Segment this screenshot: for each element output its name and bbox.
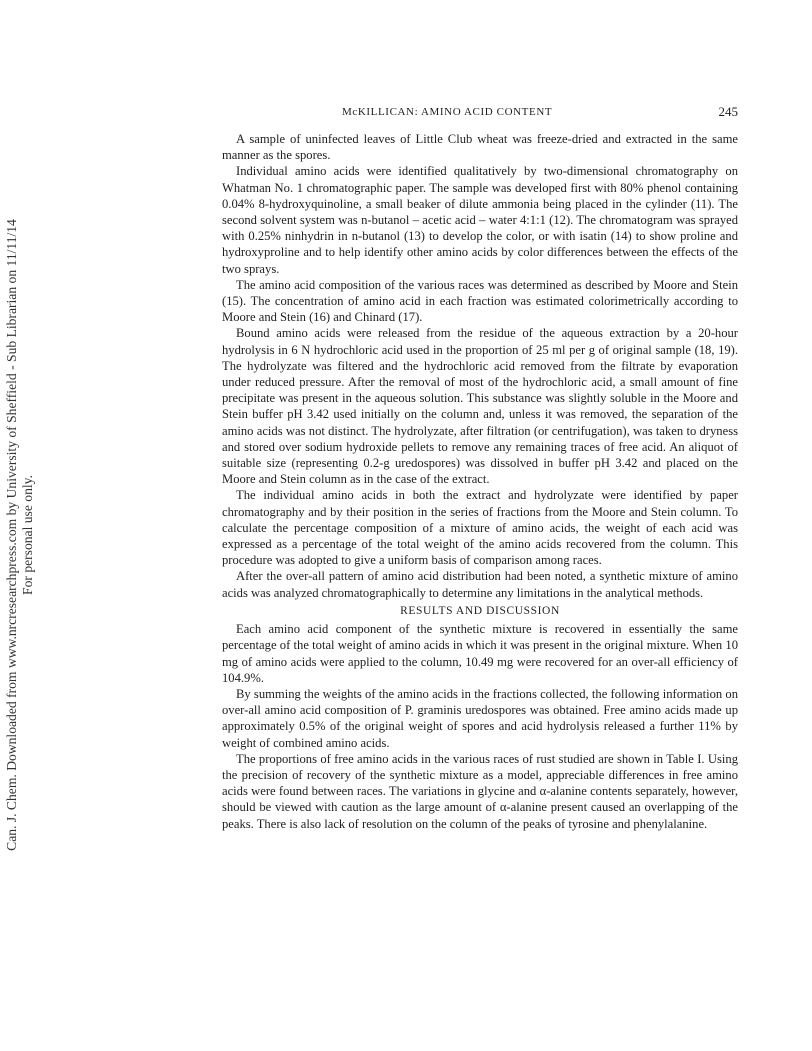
paragraph-hydrolysis: Bound amino acids were released from the residue of the aqueous extraction by a 20-hour hydrolysis in 6 N hydrochloric acid used in the proportion of 25 ml per g of original sample (18, 19). The hydrolyzate was filtered and the hydrochloric acid removed from the filtrate by evaporation under reduced pressure. After the removal of most of the hydrochloric acid, a small amount of fine precipitate was present in the aqueous solution. This substance was slightly soluble in the Moore and Stein buffer pH 3.42 used initially on the column and, unless it was removed, the separation of the amino acids was not distinct. The hydrolyzate, after filtration (or centrifugation), was taken to dryness and stored over sodium hydroxide pellets to remove any remaining traces of free acid. An aliquot of suitable size (representing 0.2-g uredospores) was dissolved in buffer pH 3.42 and placed on the Moore and Stein column as in the case of the extract. bbox=[222, 326, 738, 487]
paragraph-free-amino-acids: The proportions of free amino acids in the various races of rust studied are shown in Table I. Using the precision of recovery of the synthetic mixture as a model, appreciable differences in free amino acids were found between races. The variations in glycine and α-alanine contents separately, however, should be viewed with caution as the large amount of α-alanine present caused an overlapping of the peaks. There is also lack of resolution on the column of the peaks of tyrosine and phenylalanine. bbox=[222, 751, 738, 831]
running-header bbox=[222, 104, 738, 122]
section-heading: RESULTS AND DISCUSSION bbox=[400, 604, 560, 617]
download-watermark bbox=[4, 170, 40, 900]
watermark-line-use: For personal use only. bbox=[20, 475, 35, 595]
watermark-line-source: Can. J. Chem. Downloaded from www.nrcresearchpress.com by University of Sheffield - Sub Librarian on 11/11/14 bbox=[4, 219, 19, 851]
paragraph-composition: The amino acid composition of the various races was determined as described by Moore and Stein (15). The concentration of amino acid in each fraction was estimated colorimetrically according to Moore and Stein (16) and Chinard (17). bbox=[222, 277, 738, 325]
paragraph-overall-composition: By summing the weights of the amino acids in the fractions collected, the following information on over-all amino acid composition of P. graminis uredospores was obtained. Free amino acids made up approximately 0.5% of the original weight of spores and acid hydrolysis released a further 11% by weight of combined amino acids. bbox=[222, 686, 738, 750]
page-number: 245 bbox=[718, 104, 738, 119]
paragraph-identification: Individual amino acids were identified qualitatively by two-dimensional chromatography on Whatman No. 1 chromatographic paper. The sample was developed first with 80% phenol containing 0.04% 8-hydroxyquinoline, a small beaker of dilute ammonia being placed in the cylinder (11). The second solvent system was n-butanol – acetic acid – water 4:1:1 (12). The chromatogram was sprayed with 0.25% ninhydrin in n-butanol (13) to develop the color, or with isatin (14) to show proline and hydroxyproline and to help identify other amino acids by color differences between the effects of the two sprays. bbox=[222, 164, 738, 276]
article-body bbox=[222, 131, 738, 832]
paragraph-recovery: Each amino acid component of the synthetic mixture is recovered in essentially the same percentage of the total weight of amino acids in which it was present in the original mixture. When 10 mg of amino acids were applied to the column, 10.49 mg were recovered for an over-all efficiency of 104.9%. bbox=[222, 622, 738, 685]
paragraph-percentage: The individual amino acids in both the extract and hydrolyzate were identified by paper chromatography and by their position in the series of fractions from the Moore and Stein column. To calculate the percentage composition of a mixture of amino acids, the weight of each acid was expressed as a percentage of the total weight of the amino acids recovered from the column. This procedure was adopted to give a uniform basis of comparison among races. bbox=[222, 488, 738, 568]
paragraph-control-sample: A sample of uninfected leaves of Little Club wheat was freeze-dried and extracted in the same manner as the spores. bbox=[222, 132, 738, 163]
paragraph-synthetic-mixture: After the over-all pattern of amino acid distribution had been noted, a synthetic mixture of amino acids was analyzed chromatographically to determine any limitations in the analytical methods. bbox=[222, 569, 738, 600]
running-title: McKILLICAN: AMINO ACID CONTENT bbox=[342, 106, 553, 118]
